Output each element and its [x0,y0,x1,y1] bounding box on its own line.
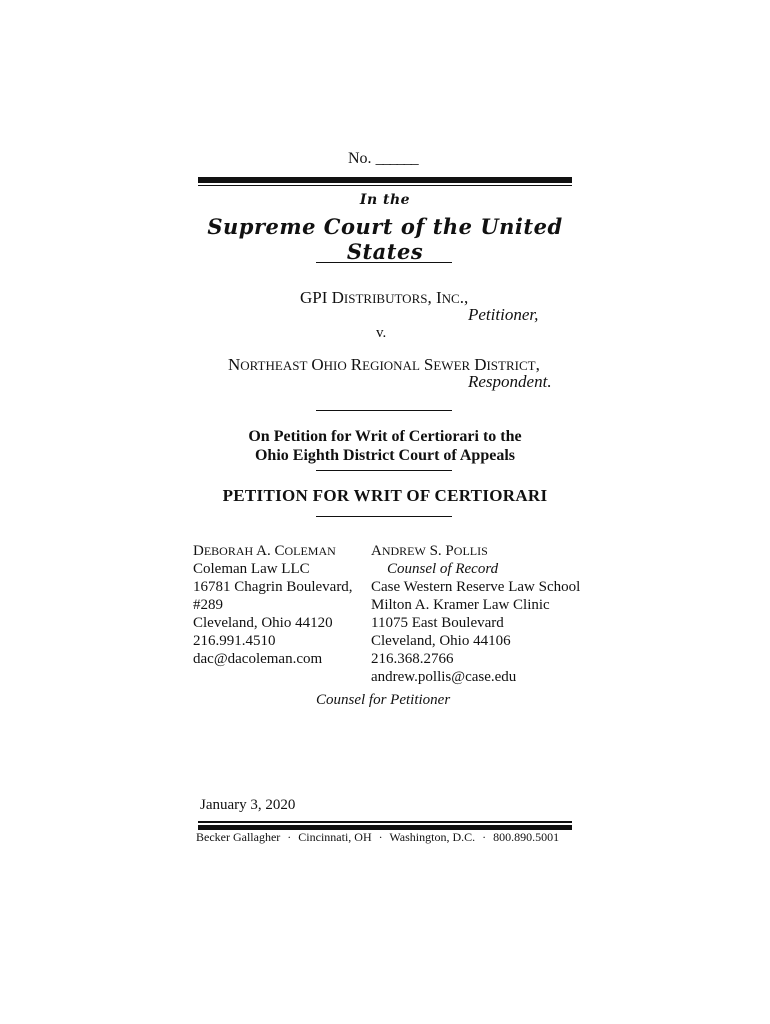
header-rule [198,177,572,183]
respondent-w1a: N [228,355,241,374]
counsel-right-line: 11075 East Boulevard [371,615,504,631]
petitioner-name-b: ISTRIBUTORS [343,291,428,306]
separator: · [378,830,383,844]
counsel-left-name [193,542,353,560]
divider [316,262,452,263]
counsel-left [193,542,353,668]
docket-number [348,150,418,168]
divider [316,410,452,411]
counsel-right-name-b: NDREW [381,544,426,558]
petitioner-name-e: ., [459,288,469,307]
counsel-right-line: 216.368.2766 [371,651,454,667]
separator: · [482,830,487,844]
counsel-right-line: Case Western Reserve Law School [371,579,581,595]
document-title: PETITION FOR WRIT OF CERTIORARI [222,486,548,505]
petition-source-line1: On Petition for Writ of Certiorari to the [248,428,522,445]
docket-blank: ______ [375,150,418,167]
counsel-left-line: 216.991.4510 [193,633,276,649]
header-rule-thin [198,185,572,186]
counsel-left-line: 16781 Chagrin Boulevard, [193,579,353,595]
respondent-w3b: EGIONAL [362,358,420,373]
counsel-right [371,542,580,686]
respondent-w2a: O [311,355,324,374]
footer-rule [198,821,572,823]
counsel-right-name-c: S. P [425,543,454,559]
counsel-for: Counsel for Petitioner [316,692,451,708]
counsel-right-line: Cleveland, Ohio 44106 [371,633,511,649]
printer-city1: Cincinnati, OH [298,830,372,844]
respondent-w4b: EWER [433,358,471,373]
counsel-left-name-b: EBORAH [203,544,254,558]
counsel-left-name-c: A. C [253,543,285,559]
petitioner-name-a: GPI D [300,288,344,307]
counsel-right-name-d: OLLIS [453,544,488,558]
printer-city2: Washington, D.C. [389,830,476,844]
petitioner-name-d: NC [441,291,460,306]
counsel-left-email: dac@dacoleman.com [193,651,323,667]
printer-phone: 800.890.5001 [493,830,560,844]
printer-line [196,830,559,845]
counsel-left-line: Cleveland, Ohio 44120 [193,615,333,631]
versus: v. [376,325,387,341]
counsel-left-name-d: OLEMAN [284,544,336,558]
counsel-left-name-a: D [193,543,204,559]
respondent-w5b: ISTRICT [486,358,536,373]
petition-source-line2: Ohio Eighth District Court of Appeals [254,447,515,464]
counsel-right-line: Milton A. Kramer Law Clinic [371,597,550,613]
respondent-w5a: D [474,355,487,374]
respondent-w2b: HIO [323,358,347,373]
respondent-w1b: ORTHEAST [240,358,308,373]
court-prefix: In the [359,192,411,208]
counsel-right-name [371,542,580,560]
respondent-w3a: R [350,355,363,374]
docket-label: No. [348,150,372,167]
petitioner-role: Petitioner, [468,305,539,324]
respondent-w4a: S [423,355,434,374]
counsel-left-line: #289 [193,597,223,613]
divider [316,516,452,517]
respondent-role: Respondent. [468,372,552,391]
counsel-left-line: Coleman Law LLC [193,561,310,577]
printer-name: Becker Gallagher [196,830,281,844]
respondent-w5c: , [535,355,540,374]
divider [316,470,452,471]
petitioner-name-c: , I [427,288,442,307]
court-name: Supreme Court of the United States [207,214,563,264]
petitioner-name [300,288,468,308]
filing-date: January 3, 2020 [200,797,296,813]
counsel-of-record: Counsel of Record [387,561,499,577]
counsel-right-name-a: A [371,543,382,559]
counsel-right-email: andrew.pollis@case.edu [371,669,517,685]
separator: · [287,830,292,844]
